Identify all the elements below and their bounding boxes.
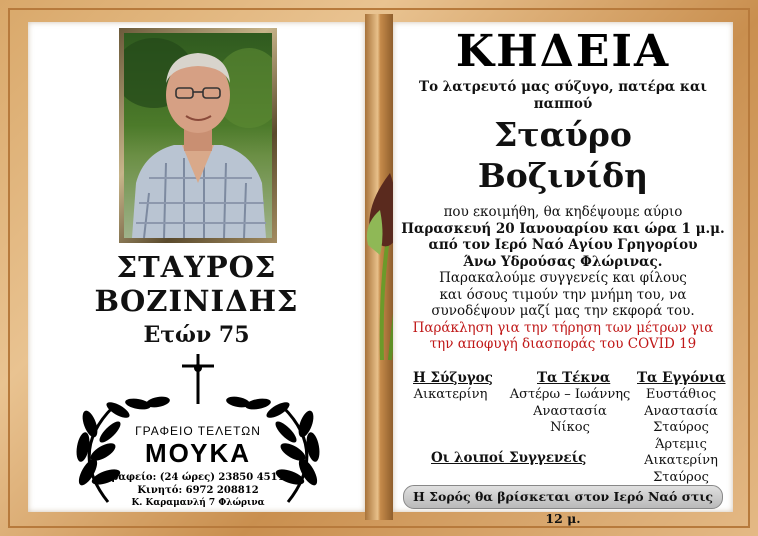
details-church: από τον Ιερό Ναό Αγίου Γρηγορίου — [428, 237, 698, 253]
details-invite2: και όσους τιμούν την μνήμη του, να — [439, 286, 687, 303]
grandchildren-list — [635, 387, 727, 486]
children-list — [505, 387, 635, 437]
funeral-home-office-phone: Γραφείο: (24 ώρες) 23850 45111 — [104, 472, 292, 483]
intro-line2: παππού — [533, 96, 593, 112]
details-date: Παρασκευή 20 Ιανουαρίου και ώρα 1 μ.μ. — [401, 220, 725, 237]
list-item: Νίκος — [550, 420, 590, 435]
grandchildren-header: Τα Εγγόνια — [637, 370, 726, 386]
list-item: Σταύρος — [653, 469, 709, 485]
funeral-home-tagline: ΓΡΑΦΕΙΟ ΤΕΛΕΤΩΝ — [135, 424, 261, 438]
funeral-home-address: Κ. Καραμανλή 7 Φλώρινα — [131, 498, 265, 508]
right-page — [393, 22, 733, 526]
covid-notice-line2: την αποφυγή διασποράς του COVID 19 — [429, 336, 697, 352]
intro-text — [393, 79, 733, 113]
portrait-illustration — [124, 33, 272, 238]
children-header: Τα Τέκνα — [537, 370, 611, 386]
deceased-name-line2: ΒΟΖΙΝΙΔΗΣ — [94, 284, 299, 318]
details-invite3: συνοδέψουν μαζί μας την εκφορά του. — [431, 303, 695, 319]
list-item: Σταύρος — [653, 420, 709, 435]
list-item: Αικατερίνη — [644, 453, 718, 468]
list-item: Αναστασία — [533, 403, 607, 419]
spouse-list — [403, 387, 498, 404]
details-line1: που εκοιμήθη, θα κηδέψουμε αύριο — [443, 204, 683, 220]
funeral-details — [393, 204, 733, 353]
details-invite1: Παρακαλούμε συγγενείς και φίλους — [439, 270, 687, 286]
viewing-notice: Η Σορός θα βρίσκεται στον Ιερό Ναό στις 12 μ. — [403, 485, 723, 509]
list-item: Αναστασία — [644, 403, 718, 419]
spouse-header: Η Σύζυγος — [413, 370, 493, 386]
announcement-title: ΚΗΔΕΙΑ — [455, 26, 671, 77]
deceased-age: Ετών 75 — [143, 322, 250, 348]
funeral-home-logo — [68, 352, 328, 512]
funeral-home-mobile-phone: Κινητό: 6972 208812 — [137, 485, 259, 496]
left-page — [28, 22, 365, 512]
deceased-first-name: Σταύρο — [494, 115, 632, 154]
covid-notice-line1: Παράκληση για την τήρηση των μέτρων για — [412, 319, 714, 336]
deceased-last-name: Βοζινίδη — [477, 156, 649, 195]
portrait-frame — [119, 28, 277, 243]
list-item: Αστέρω – Ιωάννης — [509, 387, 631, 402]
relatives-label: Οι λοιποί Συγγενείς — [431, 450, 587, 466]
deceased-name-line1: ΣΤΑΥΡΟΣ — [116, 250, 277, 284]
funeral-home-name: ΜΟΥΚΑ — [144, 438, 252, 468]
list-item: Άρτεμις — [655, 436, 707, 452]
portrait-photo — [124, 33, 272, 238]
list-item: Αικατερίνη — [413, 387, 488, 402]
intro-line1: Το λατρευτό μας σύζυγο, πατέρα και — [419, 79, 707, 95]
details-location: Άνω Υδρούσας Φλώρινας. — [463, 253, 663, 270]
list-item: Ευστάθιος — [645, 387, 717, 402]
